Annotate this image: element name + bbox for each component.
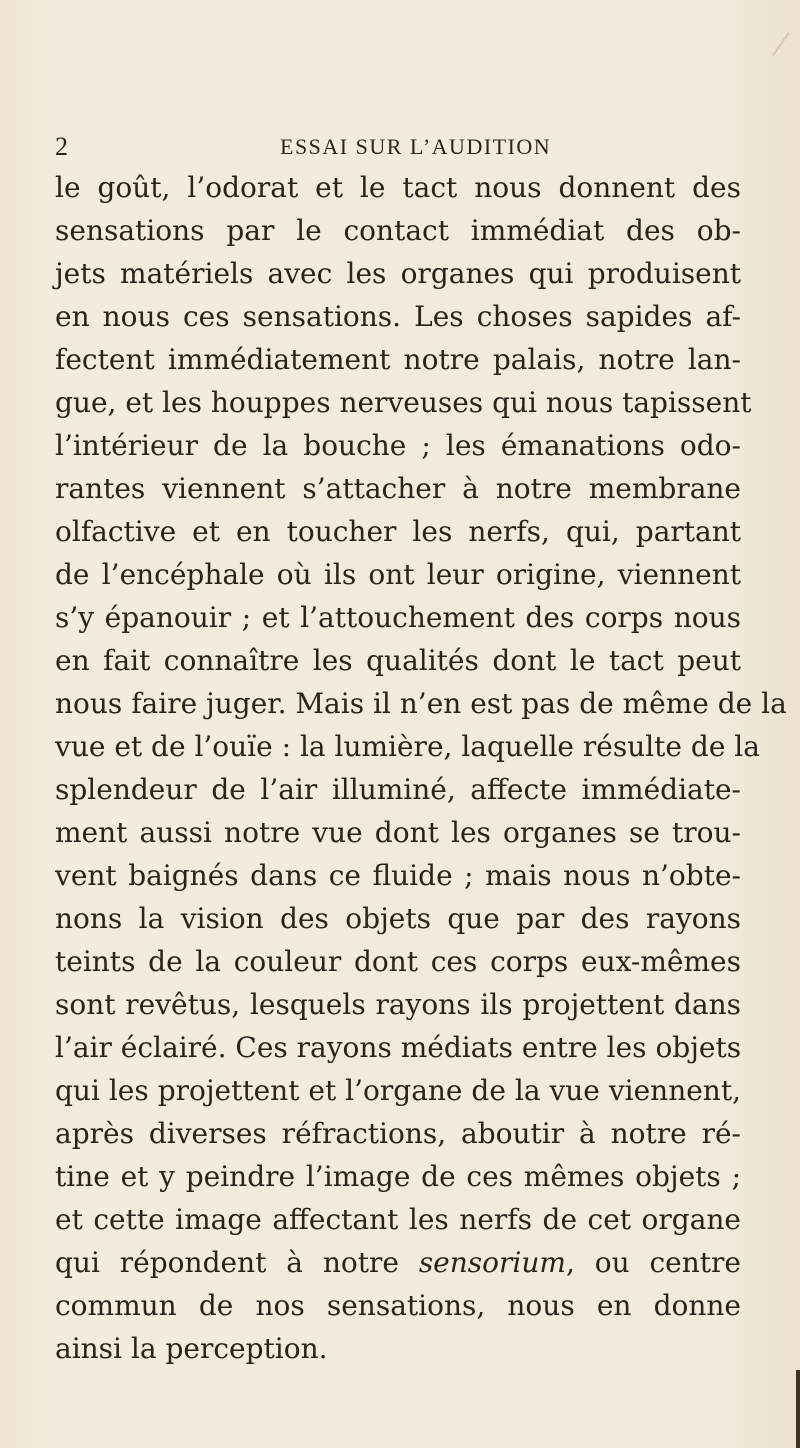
page-header [55,130,745,164]
text-line: sensations par le contact immédiat des ob- [55,214,741,247]
line-26-start: qui répondent à notre [55,1246,419,1279]
text-line: l’intérieur de la bouche ; les émanations odo- [55,429,741,462]
text-line: fectent immédiatement notre palais, notre lan- [55,343,741,376]
running-head: ESSAI SUR L’AUDITION [280,134,552,159]
text-line: rantes viennent s’attacher à notre membrane [55,472,741,505]
text-line: l’air éclairé. Ces rayons médiats entre les objets [55,1031,742,1064]
text-line: sont revêtus, lesquels rayons ils projettent dans [55,988,741,1021]
page-edge-mark [796,1370,800,1448]
text-line: splendeur de l’air illuminé, affecte immédiate- [55,773,741,806]
text-line [55,1241,741,1284]
text-line: le goût, l’odorat et le tact nous donnent des [55,171,741,204]
text-line: vent baignés dans ce fluide ; mais nous n’obte- [55,859,741,892]
text-line: qui les projettent et l’organe de la vue viennent, [55,1074,741,1107]
text-line: gue, et les houppes nerveuses qui nous tapissent [55,386,752,419]
text-line: olfactive et en toucher les nerfs, qui, partant [55,515,741,548]
body-text [55,166,787,1370]
text-line: jets matériels avec les organes qui produisent [55,257,741,290]
text-line: ment aussi notre vue dont les organes se trou- [55,816,741,849]
text-line: de l’encéphale où ils ont leur origine, viennent [55,558,741,591]
text-line-last: ainsi la perception. [55,1332,328,1365]
text-line: nons la vision des objets que par des rayons [55,902,741,935]
sensorium-italic: sensorium [418,1246,566,1279]
text-line: en nous ces sensations. Les choses sapides af- [55,300,741,333]
page-corner-mark [772,32,790,56]
text-line: commun de nos sensations, nous en donne [55,1289,741,1322]
text-line: après diverses réfractions, aboutir à notre ré- [55,1117,741,1150]
text-line: et cette image affectant les nerfs de cet organe [55,1203,741,1236]
text-line: en fait connaître les qualités dont le tact peut [55,644,741,677]
page-number: 2 [55,132,68,161]
text-line: vue et de l’ouïe : la lumière, laquelle résulte de la [55,730,760,763]
line-26-end: , ou centre [565,1246,741,1279]
text-line: s’y épanouir ; et l’attouchement des corps nous [55,601,741,634]
text-line: tine et y peindre l’image de ces mêmes objets ; [55,1160,741,1193]
text-line: teints de la couleur dont ces corps eux-mêmes [55,945,741,978]
text-line: nous faire juger. Mais il n’en est pas de même de la [55,687,787,720]
